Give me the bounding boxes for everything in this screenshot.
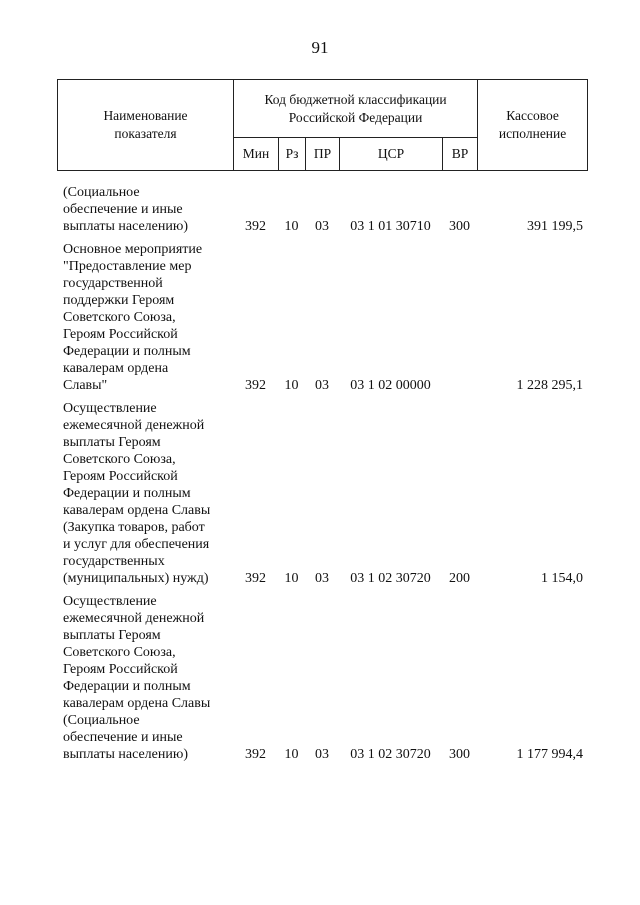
table-body: [57, 184, 587, 769]
row-min: 392: [245, 571, 266, 586]
row-name: Осуществление ежемесячной денежной выплаты Героям Советского Союза, Героям Российской Федерации и полным кавалерам ордена Славы (Закупка товаров, работ и услуг для обеспечения государственных (муниципальных) нужд): [63, 401, 211, 586]
row-amount: 1 154,0: [541, 571, 583, 586]
row-amount: 1 177 994,4: [516, 747, 583, 762]
row-vr: 300: [449, 747, 470, 762]
header-vr: ВР: [443, 138, 478, 171]
row-min: 392: [245, 747, 266, 762]
row-vr: 200: [449, 571, 470, 586]
header-csr: ЦСР: [340, 138, 443, 171]
table-header: [57, 79, 588, 171]
page-number: 91: [311, 38, 329, 57]
row-amount: 1 228 295,1: [516, 378, 583, 393]
row-csr: 03 1 01 30710: [350, 219, 431, 234]
row-rz: 10: [284, 571, 299, 586]
row-min: 392: [245, 378, 266, 393]
row-vr: 300: [449, 219, 470, 234]
row-min: 392: [245, 219, 266, 234]
header-rz: Рз: [279, 138, 306, 171]
row-pr: 03: [315, 571, 329, 586]
row-name: (Социальное обеспечение и иные выплаты населению): [63, 185, 188, 234]
row-pr: 03: [315, 747, 329, 762]
row-csr: 03 1 02 30720: [350, 747, 431, 762]
row-pr: 03: [315, 219, 329, 234]
header-name-column: Наименование показателя: [58, 80, 234, 171]
header-min: Мин: [234, 138, 279, 171]
header-execution-column: Кассовое исполнение: [478, 80, 588, 171]
table-row: [57, 241, 587, 394]
row-csr: 03 1 02 30720: [350, 571, 431, 586]
row-rz: 10: [284, 378, 299, 393]
header-code-group: Код бюджетной классификации Российской Федерации: [234, 80, 478, 138]
row-name: Основное мероприятие "Предоставление мер государственной поддержки Героям Советского Союза, Героям Российской Федерации и полным кавалерам ордена Славы": [63, 242, 203, 393]
row-name: Осуществление ежемесячной денежной выплаты Героям Советского Союза, Героям Российской Федерации и полным кавалерам ордена Славы (Социальное обеспечение и иные выплаты населению): [63, 594, 211, 762]
table-row: [57, 184, 587, 235]
table-row: [57, 593, 587, 763]
row-rz: 10: [284, 219, 299, 234]
row-amount: 391 199,5: [527, 219, 583, 234]
row-pr: 03: [315, 378, 329, 393]
table-row: [57, 400, 587, 587]
header-pr: ПР: [306, 138, 340, 171]
row-rz: 10: [284, 747, 299, 762]
row-csr: 03 1 02 00000: [350, 378, 431, 393]
